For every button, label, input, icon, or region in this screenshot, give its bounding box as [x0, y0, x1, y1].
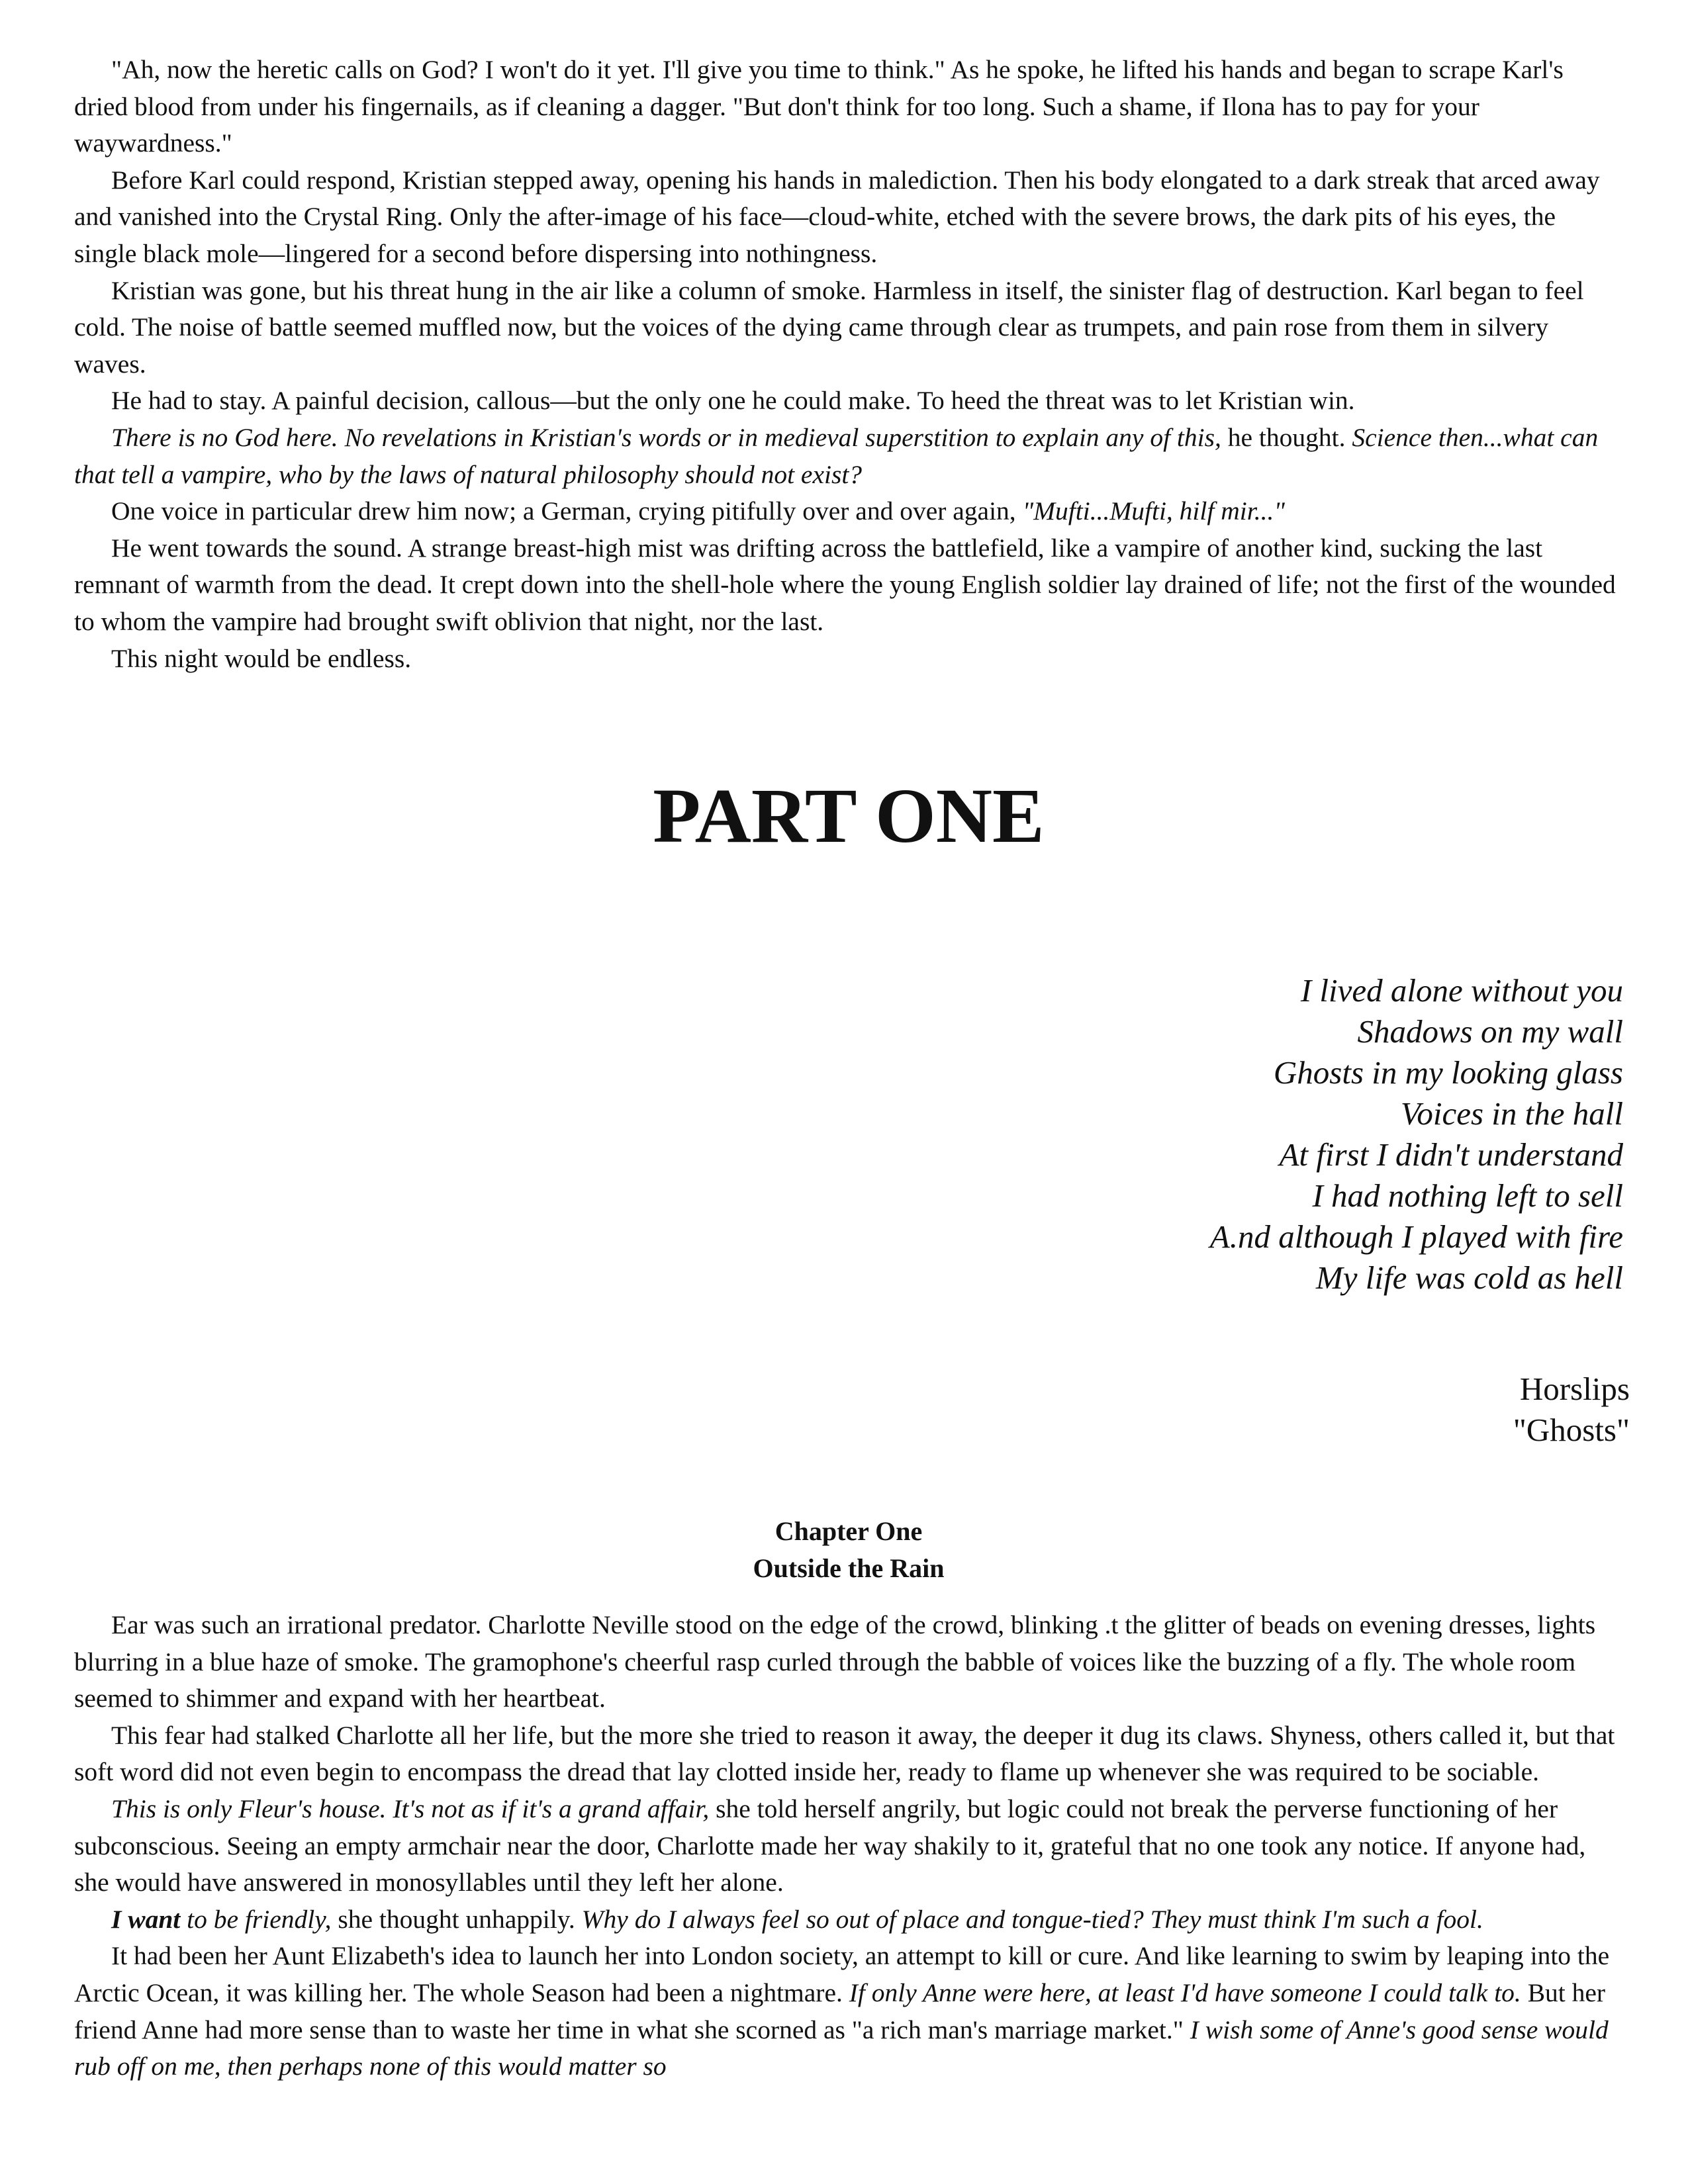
chapter-heading: [74, 1513, 1623, 1587]
text-run: "Mufti...Mufti, hilf mir...": [1022, 496, 1285, 526]
paragraph: [74, 383, 1623, 420]
paragraph: [74, 1901, 1623, 1938]
chapter-body-text: [74, 1607, 1623, 2085]
text-run: Kristian was gone, but his threat hung in the air like a column of smoke. Harmless in itself, the sinister flag of destruction. Karl began to feel cold. The noise of battle seemed muffled now, but the voices of the dying came through clear as trumpets, and pain rose from them in silvery waves.: [74, 275, 1584, 379]
verse-line: My life was cold as hell: [1315, 1259, 1623, 1296]
verse-line: I had nothing left to sell: [1312, 1177, 1623, 1214]
text-run: He had to stay. A painful decision, callous—but the only one he could make. To heed the threat was to let Kristian win.: [111, 386, 1355, 416]
paragraph: [74, 52, 1623, 162]
verse-line: Shadows on my wall: [1357, 1013, 1623, 1050]
paragraph: [74, 641, 1623, 678]
text-run: There is no God here. No revelations in Kristian's words or in medieval superstition to explain any of this,: [111, 422, 1221, 452]
paragraph: [74, 1938, 1623, 2085]
verse-line: A.nd although I played with fire: [1209, 1218, 1623, 1255]
text-run: she told herself angrily, but logic could not break the perverse functioning of her subconscious. Seeing an empty armchair near the door, Charlotte made her way shakily to it, grateful that no one took any notice. If anyone had, she would have answered in monosyllables until they left her alone.: [74, 1794, 1586, 1897]
text-run: He went towards the sound. A strange breast-high mist was drifting across the battlefield, like a vampire of another kind, sucking the last remnant of warmth from the dead. It crept down into the shell-hole where the young English soldier lay drained of life; not the first of the wounded to whom the vampire had brought swift oblivion that night, nor the last.: [74, 533, 1616, 636]
text-run: Before Karl could respond, Kristian stepped away, opening his hands in malediction. Then his body elongated to a dark streak that arced away and vanished into the Crystal Ring. Only the after-image of his face—cloud-white, etched with the severe brows, the dark pits of his eyes, the single black mole—lingered for a second before dispersing into nothingness.: [74, 165, 1600, 268]
text-run: Why do I always feel so out of place and tongue-tied? They must think I'm such a fool.: [581, 1904, 1483, 1934]
document-page: [74, 52, 1630, 2081]
text-run: This night would be endless.: [111, 643, 412, 673]
chapter-title: Outside the Rain: [753, 1553, 945, 1583]
text-run: she thought unhappily.: [331, 1904, 582, 1934]
text-run: It had been her Aunt Elizabeth's idea to launch her into London society, an attempt to kill or cure. And like learning to swim by leaping into the Arctic Ocean, it was killing her. The whole Season had been a nightmare.: [74, 1941, 1610, 2007]
part-title: PART ONE: [653, 772, 1045, 859]
text-run: But her friend Anne had more sense than to waste her time in what she scorned as "a rich man's marriage market.": [74, 1978, 1606, 2044]
text-run: This is only Fleur's house. It's not as if it's a grand affair,: [111, 1794, 710, 1823]
text-run: he thought.: [1221, 422, 1352, 452]
text-run: "Ah, now the heretic calls on God? I won't do it yet. I'll give you time to think." As he spoke, he lifted his hands and began to scrape Karl's dried blood from under his fingernails, as if cleaning a dagger. "But don't think for too long. Such a shame, if Ilona has to pay for your waywardness.": [74, 55, 1564, 158]
text-run: I want: [111, 1904, 181, 1934]
text-run: Ear was such an irrational predator. Charlotte Neville stood on the edge of the crowd, blinking .t the glitter of beads on evening dresses, lights blurring in a blue haze of smoke. The gramophone's cheerful rasp curled through the babble of voices like the buzzing of a fly. The whole room seemed to shimmer and expand with her heartbeat.: [74, 1610, 1596, 1713]
verse-line: Ghosts in my looking glass: [1273, 1054, 1623, 1091]
paragraph: [74, 420, 1623, 493]
epigraph-work: "Ghosts": [1513, 1412, 1630, 1448]
epigraph-author: Horslips: [1519, 1371, 1630, 1407]
epigraph-attribution: [1513, 1369, 1630, 1451]
paragraph: [74, 1607, 1623, 1717]
text-run: This fear had stalked Charlotte all her life, but the more she tried to reason it away, the deeper it dug its claws. Shyness, others called it, but that soft word did not even begin to encompass the dread that lay clotted inside her, ready to flame up whenever she was required to be sociable.: [74, 1720, 1615, 1787]
verse-line: I lived alone without you: [1300, 972, 1623, 1009]
paragraph: [74, 493, 1623, 530]
paragraph: [74, 162, 1623, 273]
text-run: If only Anne were here, at least I'd have someone I could talk to.: [849, 1978, 1521, 2007]
paragraph: [74, 530, 1623, 641]
chapter-ending-text: [74, 52, 1623, 677]
paragraph: [74, 1717, 1623, 1791]
verse-line: At first I didn't understand: [1279, 1136, 1623, 1173]
epigraph-verse: [829, 970, 1623, 1298]
text-run: Science then...what can that tell a vampire, who by the laws of natural philosophy should not exist?: [74, 422, 1599, 489]
text-run: One voice in particular drew him now; a German, crying pitifully over and over again,: [111, 496, 1023, 526]
text-run: to be friendly,: [180, 1904, 332, 1934]
text-run: I wish some of Anne's good sense would rub off on me, then perhaps none of this would matter so: [74, 2015, 1609, 2081]
verse-line: Voices in the hall: [1400, 1095, 1623, 1132]
chapter-number: Chapter One: [774, 1516, 923, 1546]
paragraph: [74, 1791, 1623, 1901]
paragraph: [74, 273, 1623, 383]
